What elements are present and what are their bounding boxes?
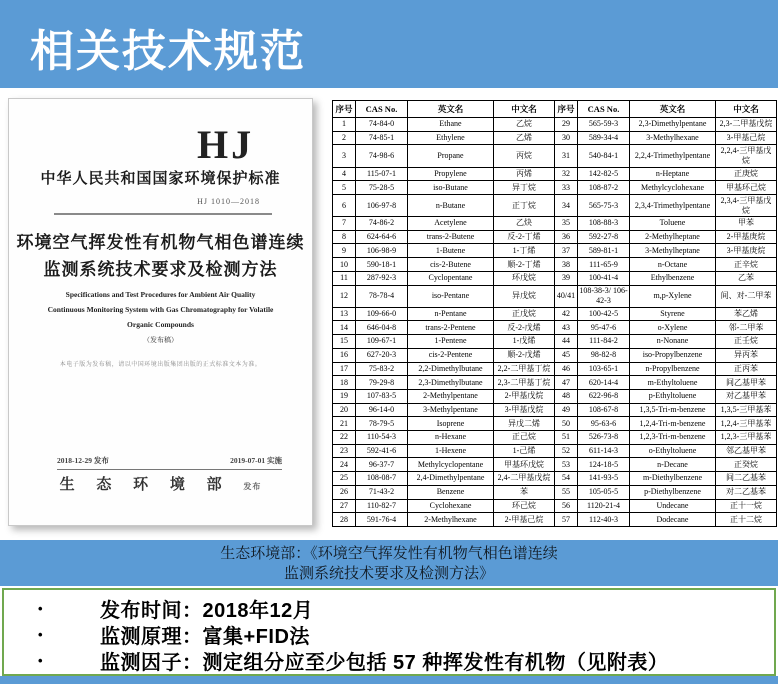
serial-cell: 16 (333, 348, 356, 362)
english-name-cell: Methylcyclopentane (408, 458, 494, 472)
chinese-name-cell: 3-甲基己烷 (716, 131, 777, 145)
table-row (333, 513, 777, 527)
serial-cell: 46 (555, 362, 578, 376)
cas-cell: 74-98-6 (356, 145, 408, 167)
serial-cell: 45 (555, 348, 578, 362)
table-row (333, 335, 777, 349)
bullet-item (4, 595, 774, 621)
cas-cell: 100-41-4 (578, 271, 630, 285)
serial-cell: 28 (333, 513, 356, 527)
issuer-suffix: 发布 (243, 482, 262, 491)
chinese-name-cell: 正辛烷 (716, 258, 777, 272)
serial-cell: 8 (333, 230, 356, 244)
english-name-cell: p-Diethylbenzene (630, 485, 716, 499)
bullet-icon: • (38, 652, 43, 668)
english-name-cell: Isoprene (408, 417, 494, 431)
english-name-cell: 2,3-Dimethylpentane (630, 118, 716, 132)
chinese-name-cell: 1-戊烯 (494, 335, 555, 349)
chinese-name-cell: 2,2-二甲基丁烷 (494, 362, 555, 376)
standard-number: HJ 1010—2018 (197, 197, 260, 206)
english-name-cell: Ethylene (408, 131, 494, 145)
english-name-cell: o-Xylene (630, 321, 716, 335)
english-title-line1: Specifications and Test Procedures for Ambient Air Quality (65, 290, 256, 299)
serial-cell: 21 (333, 417, 356, 431)
serial-cell: 50 (555, 417, 578, 431)
cas-cell: 115-07-1 (356, 167, 408, 181)
source-banner-line2: 监测系统技术要求及检测方法》 (283, 565, 494, 582)
chinese-name-cell: 异丁烷 (494, 181, 555, 195)
chinese-name-cell: 2-甲基庚烷 (716, 230, 777, 244)
cas-cell: 591-76-4 (356, 513, 408, 527)
cas-cell: 74-85-1 (356, 131, 408, 145)
col-header: 中文名 (494, 101, 555, 118)
standard-title (9, 229, 312, 283)
english-name-cell: m-Ethyltoluene (630, 376, 716, 390)
chinese-name-cell: 2-甲基己烷 (494, 513, 555, 527)
cas-cell: 589-34-4 (578, 131, 630, 145)
english-name-cell: Cyclopentane (408, 271, 494, 285)
cas-cell: 590-18-1 (356, 258, 408, 272)
cas-cell: 540-84-1 (578, 145, 630, 167)
serial-cell: 35 (555, 217, 578, 231)
chinese-name-cell: 间二乙基苯 (716, 472, 777, 486)
cas-cell: 589-81-1 (578, 244, 630, 258)
chinese-name-cell: 丙烯 (494, 167, 555, 181)
serial-cell: 48 (555, 389, 578, 403)
english-name-cell: iso-Pentane (408, 285, 494, 307)
cas-cell: 78-79-5 (356, 417, 408, 431)
serial-cell: 4 (333, 167, 356, 181)
chinese-name-cell: 环己烷 (494, 499, 555, 513)
chinese-name-cell: 环戊烷 (494, 271, 555, 285)
chinese-name-cell: 甲基环戊烷 (494, 458, 555, 472)
serial-cell: 36 (555, 230, 578, 244)
serial-cell: 24 (333, 458, 356, 472)
chinese-name-cell: 甲基环己烷 (716, 181, 777, 195)
edition-note: 本电子版为发布稿，请以中国环境出版集团出版的正式标准文本为准。 (59, 362, 262, 368)
bullet-item (4, 621, 774, 647)
table-row (333, 258, 777, 272)
serial-cell: 20 (333, 403, 356, 417)
serial-cell: 25 (333, 472, 356, 486)
english-name-cell: cis-2-Pentene (408, 348, 494, 362)
cas-cell: 79-29-8 (356, 376, 408, 390)
english-name-cell: iso-Butane (408, 181, 494, 195)
english-name-cell: 1,3,5-Tri-m-benzene (630, 403, 716, 417)
serial-cell: 11 (333, 271, 356, 285)
cas-cell: 1120-21-4 (578, 499, 630, 513)
chinese-name-cell: 3-甲基庚烷 (716, 244, 777, 258)
serial-cell: 12 (333, 285, 356, 307)
chinese-name-cell: 邻-二甲苯 (716, 321, 777, 335)
cas-cell: 95-47-6 (578, 321, 630, 335)
serial-cell: 29 (555, 118, 578, 132)
chinese-name-cell: 顺-2-丁烯 (494, 258, 555, 272)
cas-cell: 526-73-8 (578, 431, 630, 445)
standard-title-line2: 监测系统技术要求及检测方法 (43, 260, 278, 279)
chinese-name-cell: 2,3,4-三甲基戊烷 (716, 194, 777, 216)
english-title-line2: Continuous Monitoring System with Gas Chromatography for Volatile (47, 305, 274, 314)
cas-cell: 71-43-2 (356, 485, 408, 499)
standard-cover-image (8, 98, 313, 526)
english-name-cell: 2-Methylheptane (630, 230, 716, 244)
serial-cell: 44 (555, 335, 578, 349)
table-row (333, 307, 777, 321)
table-row (333, 348, 777, 362)
table-row (333, 389, 777, 403)
english-name-cell: Styrene (630, 307, 716, 321)
serial-cell: 56 (555, 499, 578, 513)
table-row (333, 285, 777, 307)
table-row (333, 181, 777, 195)
chinese-name-cell: 正十一烷 (716, 499, 777, 513)
issuer-name: 生 态 环 境 部 (59, 477, 231, 493)
table-row (333, 271, 777, 285)
issue-date: 2018-12-29 发布 (57, 456, 109, 465)
english-name-cell: Methylcyclohexane (630, 181, 716, 195)
voc-table-container (332, 100, 776, 527)
cas-cell: 624-64-6 (356, 230, 408, 244)
serial-cell: 6 (333, 194, 356, 216)
serial-cell: 42 (555, 307, 578, 321)
english-name-cell: 2,2,4-Trimethylpentane (630, 145, 716, 167)
chinese-name-cell: 3-甲基戊烷 (494, 403, 555, 417)
chinese-name-cell: 1-己烯 (494, 444, 555, 458)
table-row (333, 499, 777, 513)
chinese-name-cell: 1-丁烯 (494, 244, 555, 258)
cas-cell: 620-14-4 (578, 376, 630, 390)
serial-cell: 51 (555, 431, 578, 445)
serial-cell: 37 (555, 244, 578, 258)
table-row (333, 417, 777, 431)
col-header: 英文名 (630, 101, 716, 118)
serial-cell: 38 (555, 258, 578, 272)
table-row (333, 403, 777, 417)
chinese-name-cell: 正戊烷 (494, 307, 555, 321)
col-header: 中文名 (716, 101, 777, 118)
chinese-name-cell: 2,3-二甲基戊烷 (716, 118, 777, 132)
chinese-name-cell: 乙烷 (494, 118, 555, 132)
serial-cell: 10 (333, 258, 356, 272)
chinese-name-cell: 苯乙烯 (716, 307, 777, 321)
cas-cell: 106-98-9 (356, 244, 408, 258)
cas-cell: 565-75-3 (578, 194, 630, 216)
english-name-cell: n-Octane (630, 258, 716, 272)
table-row (333, 118, 777, 132)
english-name-cell: Undecane (630, 499, 716, 513)
cas-cell: 622-96-8 (578, 389, 630, 403)
table-row (333, 472, 777, 486)
english-name-cell: trans-2-Pentene (408, 321, 494, 335)
chinese-name-cell: 顺-2-戊烯 (494, 348, 555, 362)
col-header: 英文名 (408, 101, 494, 118)
chinese-name-cell: 正丙苯 (716, 362, 777, 376)
english-name-cell: Benzene (408, 485, 494, 499)
serial-cell: 52 (555, 444, 578, 458)
table-row (333, 458, 777, 472)
english-name-cell: 1-Hexene (408, 444, 494, 458)
chinese-name-cell: 正十二烷 (716, 513, 777, 527)
cas-cell: 74-86-2 (356, 217, 408, 231)
source-banner (0, 540, 778, 586)
english-name-cell: Ethylbenzene (630, 271, 716, 285)
chinese-name-cell: 丙烷 (494, 145, 555, 167)
standard-title-line1: 环境空气挥发性有机物气相色谱连续 (16, 233, 305, 252)
cas-cell: 75-28-5 (356, 181, 408, 195)
cas-cell: 110-54-3 (356, 431, 408, 445)
serial-cell: 22 (333, 431, 356, 445)
col-header: CAS No. (356, 101, 408, 118)
serial-cell: 27 (333, 499, 356, 513)
col-header: 序号 (555, 101, 578, 118)
serial-cell: 26 (333, 485, 356, 499)
serial-cell: 3 (333, 145, 356, 167)
key-points-box (2, 588, 776, 676)
bullet-icon: • (38, 626, 43, 642)
chinese-name-cell: 乙苯 (716, 271, 777, 285)
serial-cell: 49 (555, 403, 578, 417)
english-name-cell: n-Heptane (630, 167, 716, 181)
chinese-name-cell: 正庚烷 (716, 167, 777, 181)
english-name-cell: 2,4-Dimethylpentane (408, 472, 494, 486)
chinese-name-cell: 正壬烷 (716, 335, 777, 349)
english-name-cell: o-Ethyltoluene (630, 444, 716, 458)
serial-cell: 17 (333, 362, 356, 376)
cas-cell: 108-88-3 (578, 217, 630, 231)
cas-cell: 124-18-5 (578, 458, 630, 472)
table-row (333, 444, 777, 458)
table-row (333, 131, 777, 145)
cas-cell: 103-65-1 (578, 362, 630, 376)
chinese-name-cell: 异丙苯 (716, 348, 777, 362)
cas-cell: 109-66-0 (356, 307, 408, 321)
serial-cell: 33 (555, 181, 578, 195)
table-row (333, 485, 777, 499)
cas-cell: 141-93-5 (578, 472, 630, 486)
english-name-cell: Toluene (630, 217, 716, 231)
col-header: CAS No. (578, 101, 630, 118)
chinese-name-cell: 2,3-二甲基丁烷 (494, 376, 555, 390)
chinese-name-cell: 正癸烷 (716, 458, 777, 472)
table-row (333, 217, 777, 231)
english-title-line3: Organic Compounds (127, 320, 194, 329)
chinese-name-cell: 间、对-二甲苯 (716, 285, 777, 307)
bullet-text: 发布时间：2018年12月 (100, 599, 314, 622)
chinese-name-cell: 2,2,4-三甲基戊烷 (716, 145, 777, 167)
english-name-cell: n-Pentane (408, 307, 494, 321)
english-name-cell: Ethane (408, 118, 494, 132)
cas-cell: 611-14-3 (578, 444, 630, 458)
chinese-name-cell: 2-甲基戊烷 (494, 389, 555, 403)
cas-cell: 110-82-7 (356, 499, 408, 513)
serial-cell: 14 (333, 321, 356, 335)
cas-cell: 108-87-2 (578, 181, 630, 195)
english-name-cell: n-Propylbenzene (630, 362, 716, 376)
source-banner-line1: 生态环境部：《环境空气挥发性有机物气相色谱连续 (220, 545, 558, 562)
english-name-cell: n-Hexane (408, 431, 494, 445)
col-header: 序号 (333, 101, 356, 118)
serial-cell: 15 (333, 335, 356, 349)
serial-cell: 32 (555, 167, 578, 181)
serial-cell: 31 (555, 145, 578, 167)
cas-cell: 96-37-7 (356, 458, 408, 472)
cas-cell: 112-40-3 (578, 513, 630, 527)
chinese-name-cell: 对乙基甲苯 (716, 389, 777, 403)
chinese-name-cell: 2,4-二甲基戊烷 (494, 472, 555, 486)
serial-cell: 2 (333, 131, 356, 145)
english-name-cell: n-Butane (408, 194, 494, 216)
chinese-name-cell: 1,3,5-三甲基苯 (716, 403, 777, 417)
chinese-name-cell: 甲苯 (716, 217, 777, 231)
english-name-cell: iso-Propylbenzene (630, 348, 716, 362)
chinese-name-cell: 间乙基甲苯 (716, 376, 777, 390)
bullet-text: 监测原理：富集+FID法 (100, 625, 310, 648)
english-name-cell: Dodecane (630, 513, 716, 527)
serial-cell: 19 (333, 389, 356, 403)
chinese-name-cell: 正丁烷 (494, 194, 555, 216)
cas-cell: 95-63-6 (578, 417, 630, 431)
cas-cell: 74-84-0 (356, 118, 408, 132)
table-row (333, 362, 777, 376)
chinese-name-cell: 异戊烷 (494, 285, 555, 307)
chinese-name-cell: 乙烯 (494, 131, 555, 145)
english-name-cell: 3-Methylheptane (630, 244, 716, 258)
implementation-date: 2019-07-01 实施 (230, 456, 282, 465)
cas-cell: 109-67-1 (356, 335, 408, 349)
voc-table (332, 100, 777, 527)
chinese-name-cell: 邻乙基甲苯 (716, 444, 777, 458)
cas-cell: 111-65-9 (578, 258, 630, 272)
bullet-item (4, 647, 774, 673)
english-name-cell: Propylene (408, 167, 494, 181)
serial-cell: 1 (333, 118, 356, 132)
cas-cell: 96-14-0 (356, 403, 408, 417)
cas-cell: 108-38-3/ 106-42-3 (578, 285, 630, 307)
serial-cell: 9 (333, 244, 356, 258)
english-name-cell: trans-2-Butene (408, 230, 494, 244)
english-name-cell: Acetylene (408, 217, 494, 231)
table-row (333, 230, 777, 244)
table-row (333, 167, 777, 181)
issuer (9, 473, 312, 494)
cas-cell: 592-27-8 (578, 230, 630, 244)
english-name-cell: n-Decane (630, 458, 716, 472)
bullet-text: 监测因子：测定组分应至少包括 57 种挥发性有机物（见附表） (100, 651, 669, 674)
cover-divider (54, 213, 272, 215)
serial-cell: 18 (333, 376, 356, 390)
english-name-cell: 1-Pentene (408, 335, 494, 349)
serial-cell: 30 (555, 131, 578, 145)
cas-cell: 107-83-5 (356, 389, 408, 403)
english-name-cell: 2,3-Dimethylbutane (408, 376, 494, 390)
title-bar (0, 0, 778, 88)
english-name-cell: 3-Methylhexane (630, 131, 716, 145)
table-row (333, 145, 777, 167)
english-name-cell: Propane (408, 145, 494, 167)
table-row (333, 321, 777, 335)
english-name-cell: cis-2-Butene (408, 258, 494, 272)
english-name-cell: 1-Butene (408, 244, 494, 258)
serial-cell: 5 (333, 181, 356, 195)
cas-cell: 98-82-8 (578, 348, 630, 362)
cas-cell: 108-67-8 (578, 403, 630, 417)
chinese-name-cell: 反-2-戊烯 (494, 321, 555, 335)
serial-cell: 13 (333, 307, 356, 321)
hj-logo: HJ (197, 122, 255, 167)
cas-cell: 111-84-2 (578, 335, 630, 349)
table-row (333, 376, 777, 390)
english-name-cell: 2,2-Dimethylbutane (408, 362, 494, 376)
serial-cell: 54 (555, 472, 578, 486)
chinese-name-cell: 对二乙基苯 (716, 485, 777, 499)
table-row (333, 244, 777, 258)
cas-cell: 646-04-8 (356, 321, 408, 335)
serial-cell: 7 (333, 217, 356, 231)
bullet-icon: • (38, 600, 43, 616)
cas-cell: 627-20-3 (356, 348, 408, 362)
english-name-cell: n-Nonane (630, 335, 716, 349)
chinese-name-cell: 反-2-丁烯 (494, 230, 555, 244)
chinese-name-cell: 1,2,3-三甲基苯 (716, 431, 777, 445)
cas-cell: 108-08-7 (356, 472, 408, 486)
serial-cell: 47 (555, 376, 578, 390)
serial-cell: 43 (555, 321, 578, 335)
serial-cell: 34 (555, 194, 578, 216)
cas-cell: 75-83-2 (356, 362, 408, 376)
cas-cell: 142-82-5 (578, 167, 630, 181)
english-name-cell: Cyclohexane (408, 499, 494, 513)
english-name-cell: 1,2,3-Tri-m-benzene (630, 431, 716, 445)
page-title: 相关技术规范 (30, 27, 306, 76)
cas-cell: 105-05-5 (578, 485, 630, 499)
standard-header: 中华人民共和国国家环境保护标准 (40, 171, 281, 187)
dates-row (57, 455, 282, 470)
standard-english-title (9, 287, 312, 332)
english-name-cell: p-Ethyltoluene (630, 389, 716, 403)
english-name-cell: 2,3,4-Trimethylpentane (630, 194, 716, 216)
english-name-cell: 2-Methylpentane (408, 389, 494, 403)
table-row (333, 431, 777, 445)
cas-cell: 592-41-6 (356, 444, 408, 458)
serial-cell: 40/41 (555, 285, 578, 307)
chinese-name-cell: 正己烷 (494, 431, 555, 445)
cas-cell: 106-97-8 (356, 194, 408, 216)
english-name-cell: 3-Methylpentane (408, 403, 494, 417)
english-name-cell: m-Diethylbenzene (630, 472, 716, 486)
serial-cell: 39 (555, 271, 578, 285)
cas-cell: 100-42-5 (578, 307, 630, 321)
english-name-cell: 1,2,4-Tri-m-benzene (630, 417, 716, 431)
chinese-name-cell: 1,2,4-三甲基苯 (716, 417, 777, 431)
english-name-cell: 2-Methylhexane (408, 513, 494, 527)
serial-cell: 57 (555, 513, 578, 527)
chinese-name-cell: 苯 (494, 485, 555, 499)
cas-cell: 287-92-3 (356, 271, 408, 285)
serial-cell: 55 (555, 485, 578, 499)
chinese-name-cell: 异戊二烯 (494, 417, 555, 431)
serial-cell: 53 (555, 458, 578, 472)
chinese-name-cell: 乙炔 (494, 217, 555, 231)
cas-cell: 78-78-4 (356, 285, 408, 307)
draft-note: （发布稿） (143, 336, 178, 344)
english-name-cell: m,p-Xylene (630, 285, 716, 307)
serial-cell: 23 (333, 444, 356, 458)
voc-table-header (333, 101, 777, 118)
bottom-accent-strip (0, 676, 778, 684)
cas-cell: 565-59-3 (578, 118, 630, 132)
table-row (333, 194, 777, 216)
